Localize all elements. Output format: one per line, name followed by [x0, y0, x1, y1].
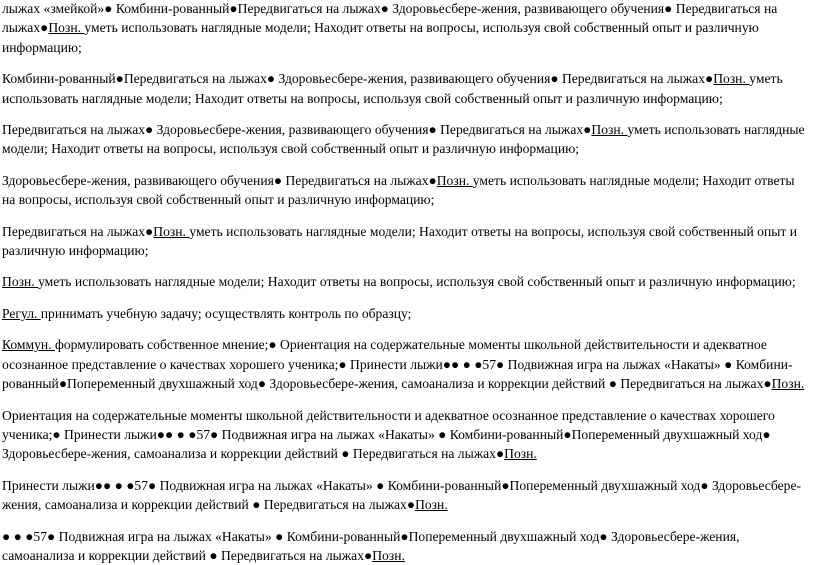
category-label: Позн. [713, 71, 750, 87]
text-segment: уметь использовать наглядные модели; Находит ответы на вопросы, используя свой собственный опыт и различную информацию; [2, 71, 783, 106]
category-label: Позн. [436, 172, 473, 188]
category-label: Позн. [591, 122, 628, 138]
text-segment: лыжах «змейкой»● Комбини-рованный●Передвигаться на лыжах● Здоровьесбере-жения, развивающего обучения● Передвигаться на лыжах● [2, 1, 778, 36]
text-segment: уметь использовать наглядные модели; Находит ответы на вопросы, используя свой собственный опыт и различную информацию; [2, 172, 795, 208]
text-segment: Передвигаться на лыжах● Здоровьесбере-жения, развивающего обучения● Передвигаться на лыжах● [2, 122, 592, 138]
category-label: Регул. [2, 305, 41, 321]
text-segment: Передвигаться на лыжах● [2, 223, 154, 239]
category-label: Позн. [372, 547, 405, 563]
text-segment: уметь использовать наглядные модели; Находит ответы на вопросы, используя свой собственный опыт и различную информацию; [2, 20, 759, 55]
category-label: Позн. [504, 446, 537, 462]
paragraph-6 [2, 272, 810, 291]
text-segment: Здоровьесбере-жения, развивающего обучения● Передвигаться на лыжах● [2, 172, 437, 188]
text-segment: уметь использовать наглядные модели; Находит ответы на вопросы, используя свой собственный опыт и различную информацию; [2, 122, 805, 157]
category-label: Позн. [771, 376, 805, 392]
paragraph-5 [2, 222, 810, 261]
paragraph-3 [2, 120, 810, 159]
text-segment: принимать учебную задачу; осуществлять контроль по образцу; [40, 305, 412, 321]
category-label: Позн. [48, 20, 85, 36]
text-segment: формулировать собственное мнение;● Ориентация на содержательные моменты школьной действительности и адекватное осознанное представление о качествах хорошего ученика;● Принести лыжи●● ● ●57● Подвижная игра на лыжах «Накаты» ● Комбини-рованный●Попеременный двухшажный ход● Здоровьесбере-жения, самоанализа и коррекции действий ● Передвигаться на лыжах● [2, 337, 793, 392]
text-segment: Принести лыжи●● ● ●57● Подвижная игра на лыжах «Накаты» ● Комбини-рованный●Попеременный двухшажный ход● Здоровьесбере-жения, самоанализа и коррекции действий ● Передвигаться на лыжах● [2, 477, 802, 513]
category-label: Коммун. [2, 337, 56, 353]
text-segment: уметь использовать наглядные модели; Находит ответы на вопросы, используя свой собственный опыт и различную информацию; [2, 223, 797, 259]
category-label: Позн. [2, 274, 39, 290]
category-label: Позн. [153, 223, 190, 239]
paragraph-2 [2, 69, 810, 108]
paragraph-10 [2, 476, 810, 515]
paragraph-8 [2, 335, 810, 393]
paragraph-7 [2, 304, 810, 323]
text-segment: уметь использовать наглядные модели; Находит ответы на вопросы, используя свой собственный опыт и различную информацию; [38, 274, 796, 290]
text-segment: Комбини-рованный●Передвигаться на лыжах● Здоровьесбере-жения, развивающего обучения● Передвигаться на лыжах● [2, 71, 714, 87]
paragraph-4 [2, 171, 810, 210]
paragraph-1 [2, 0, 810, 57]
text-segment: ● ● ●57● Подвижная игра на лыжах «Накаты» ● Комбини-рованный●Попеременный двухшажный ход● Здоровьесбере-жения, самоанализа и коррекции действий ● Передвигаться на лыжах● [2, 528, 740, 563]
paragraph-11 [2, 527, 810, 565]
category-label: Позн. [415, 497, 448, 513]
paragraph-9 [2, 406, 810, 464]
text-segment: Ориентация на содержательные моменты школьной действительности и адекватное осознанное представление о качествах хорошего ученика;● Принести лыжи●● ● ●57● Подвижная игра на лыжах «Накаты» ● Комбини-рованный●Попеременный двухшажный ход● Здоровьесбере-жения, самоанализа и коррекции действий ● Передвигаться на лыжах● [2, 407, 775, 462]
